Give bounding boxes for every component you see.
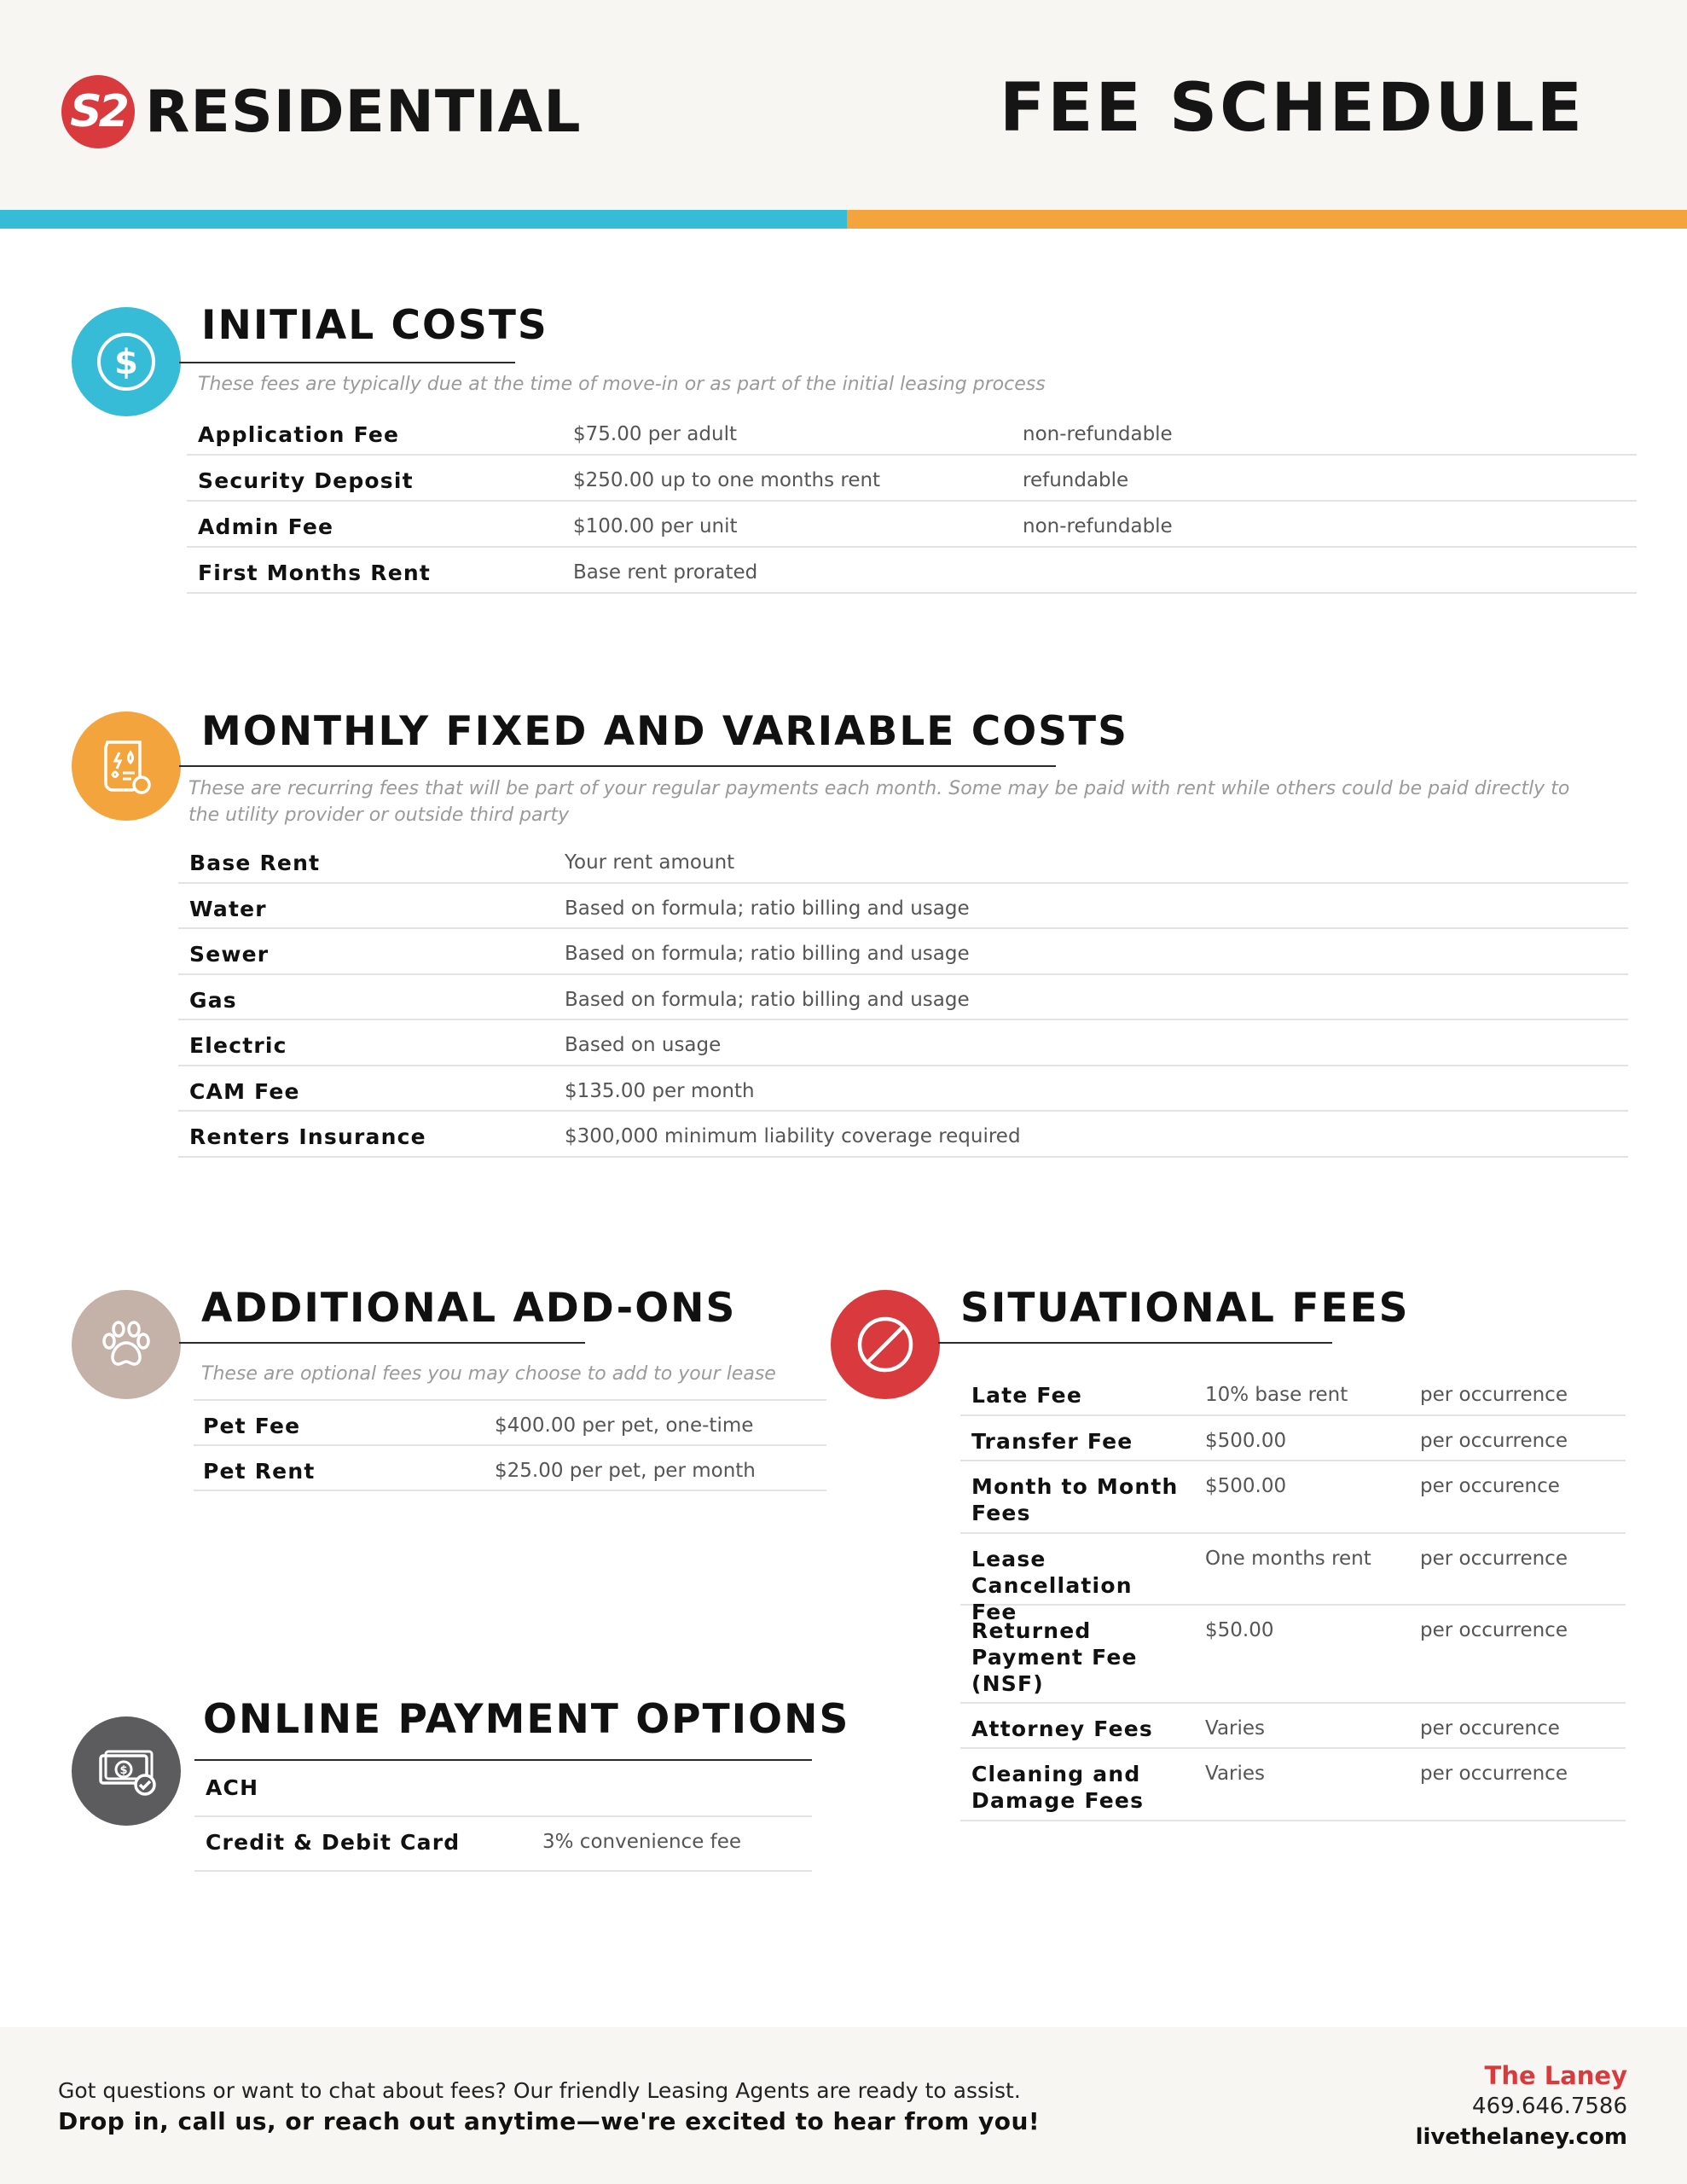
row-amount: $135.00 per month: [565, 1079, 755, 1102]
row-label: First Months Rent: [198, 561, 432, 585]
monthly-costs-subtitle: These are recurring fees that will be part of your regular payments each month. Some may be paid with rent while others could be paid directly to the utility provider or outside third party: [188, 778, 1570, 826]
row-note: per occurrence: [1420, 1384, 1568, 1406]
table-row: [178, 929, 1628, 975]
row-amount: $100.00 per unit: [573, 515, 738, 537]
initial-costs-rule: [179, 362, 515, 363]
row-amount: Your rent amount: [565, 851, 735, 874]
row-amount: Based on formula; ratio billing and usage: [565, 943, 970, 965]
initial-costs-table: [187, 410, 1637, 594]
table-row: [960, 1606, 1626, 1704]
table-row: [960, 1370, 1626, 1416]
header-stripe-blue: [0, 210, 847, 229]
row-amount: Based on formula; ratio billing and usage: [565, 988, 970, 1011]
table-row: [178, 1066, 1628, 1112]
row-note: per occurrence: [1420, 1763, 1568, 1785]
row-amount: 10% base rent: [1205, 1384, 1348, 1406]
svg-text:$: $: [119, 1764, 128, 1777]
table-row: [960, 1749, 1626, 1821]
table-row: [960, 1534, 1626, 1624]
table-row: [960, 1416, 1626, 1461]
logo-text: RESIDENTIAL: [145, 78, 582, 146]
row-label: Admin Fee: [198, 514, 334, 539]
company-logo: [61, 75, 582, 148]
table-row: [187, 410, 1637, 456]
row-note: non-refundable: [1023, 423, 1173, 445]
row-note: per occurence: [1420, 1717, 1560, 1740]
utility-bill-icon: [72, 712, 181, 821]
phone-number[interactable]: 469.646.7586: [1472, 2094, 1627, 2119]
table-row: [178, 884, 1628, 930]
website-link[interactable]: livethelaney.com: [1415, 2124, 1627, 2150]
table-row: [960, 1704, 1626, 1749]
row-label: Electric: [189, 1033, 287, 1058]
property-name: The Laney: [1484, 2061, 1627, 2090]
header-stripe-orange: [847, 210, 1687, 229]
page-title: FEE SCHEDULE: [999, 70, 1585, 147]
row-label: Sewer: [189, 942, 270, 967]
row-note: per occurrence: [1420, 1619, 1568, 1641]
row-amount: 3% convenience fee: [542, 1831, 742, 1853]
payment-options-rule: [194, 1759, 812, 1761]
row-note: per occurence: [1420, 1475, 1560, 1497]
row-label: Returned Payment Fee (NSF): [971, 1618, 1138, 1696]
row-amount: $75.00 per adult: [573, 423, 737, 445]
situational-fees-table: [960, 1370, 1626, 1821]
row-label: CAM Fee: [189, 1078, 300, 1104]
row-amount: $300,000 minimum liability coverage required: [565, 1125, 1021, 1147]
cash-check-icon: [72, 1716, 181, 1826]
row-amount: Base rent prorated: [573, 561, 758, 584]
row-label: Credit & Debit Card: [206, 1830, 461, 1855]
add-ons-subtitle: These are optional fees you may choose to add to your lease: [201, 1363, 776, 1385]
initial-costs-subtitle: These fees are typically due at the time of move-in or as part of the initial leasing process: [198, 374, 1046, 395]
row-amount: $500.00: [1205, 1430, 1287, 1452]
monthly-costs-table: [178, 838, 1628, 1158]
monthly-costs-rule: [179, 765, 1056, 767]
payment-options-table: [194, 1763, 812, 1872]
logo-mark-text: S2: [70, 86, 126, 137]
row-note: per occurrence: [1420, 1430, 1568, 1452]
table-row: [187, 502, 1637, 548]
row-label: Lease Cancellation Fee: [971, 1547, 1133, 1624]
svg-text:$: $: [114, 343, 138, 382]
table-row: [178, 975, 1628, 1021]
row-label: Base Rent: [189, 851, 321, 875]
table-row: [178, 838, 1628, 884]
table-row: [194, 1446, 826, 1491]
table-row: [194, 1817, 812, 1872]
row-label: Transfer Fee: [971, 1429, 1133, 1454]
logo-mark: [61, 75, 135, 148]
initial-costs-title: INITIAL COSTS: [201, 302, 548, 349]
row-note: per occurrence: [1420, 1548, 1568, 1570]
row-label: ACH: [206, 1775, 259, 1800]
row-label: Attorney Fees: [971, 1716, 1153, 1741]
row-label: Pet Fee: [203, 1414, 301, 1438]
row-label: Renters Insurance: [189, 1124, 426, 1149]
paw-icon: [72, 1290, 181, 1399]
row-note: refundable: [1023, 469, 1129, 491]
footer-cta: Drop in, call us, or reach out anytime—we're excited to hear from you!: [58, 2107, 1041, 2135]
add-ons-table: [194, 1399, 826, 1491]
row-label: Cleaning and Damage Fees: [971, 1762, 1145, 1813]
add-ons-title: ADDITIONAL ADD-ONS: [201, 1285, 737, 1332]
table-row: [187, 456, 1637, 502]
page-footer: [0, 2027, 1687, 2184]
table-row: [187, 548, 1637, 594]
prohibited-icon: [831, 1290, 940, 1399]
table-row: [178, 1020, 1628, 1066]
row-label: Application Fee: [198, 422, 400, 447]
row-amount: Based on formula; ratio billing and usage: [565, 897, 970, 920]
row-amount: $500.00: [1205, 1475, 1287, 1497]
payment-options-title: ONLINE PAYMENT OPTIONS: [203, 1696, 850, 1743]
table-row: [194, 1401, 826, 1446]
row-label: Water: [189, 896, 267, 921]
row-amount: $50.00: [1205, 1619, 1274, 1641]
dollar-icon: [72, 307, 181, 416]
row-label: Late Fee: [971, 1383, 1082, 1408]
row-amount: Varies: [1205, 1763, 1266, 1785]
row-label: Gas: [189, 987, 237, 1013]
row-amount: $250.00 up to one months rent: [573, 469, 881, 491]
monthly-costs-title: MONTHLY FIXED AND VARIABLE COSTS: [201, 708, 1128, 755]
situational-fees-rule: [938, 1342, 1332, 1344]
row-amount: One months rent: [1205, 1548, 1371, 1570]
row-amount: $25.00 per pet, per month: [495, 1460, 756, 1482]
table-row: [178, 1112, 1628, 1158]
row-label: Security Deposit: [198, 468, 414, 493]
situational-fees-title: SITUATIONAL FEES: [960, 1285, 1410, 1332]
row-label: Pet Rent: [203, 1459, 316, 1484]
add-ons-rule: [179, 1342, 585, 1344]
table-row: [960, 1461, 1626, 1534]
footer-message: Got questions or want to chat about fees? Our friendly Leasing Agents are ready to assist.: [58, 2078, 1021, 2103]
row-amount: $400.00 per pet, one-time: [495, 1414, 754, 1437]
row-label: Month to Month Fees: [971, 1474, 1179, 1525]
row-amount: Varies: [1205, 1717, 1266, 1740]
row-amount: Based on usage: [565, 1034, 722, 1056]
table-row: [194, 1763, 812, 1817]
row-note: non-refundable: [1023, 515, 1173, 537]
